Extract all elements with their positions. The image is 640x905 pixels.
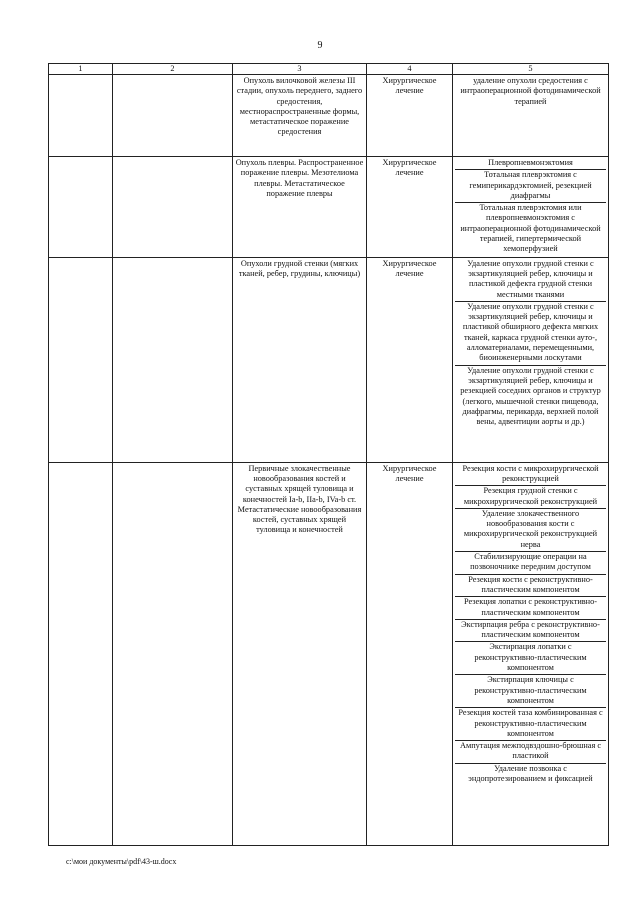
condition-cell: Опухоли грудной стенки (мягких тканей, ребер, грудины, ключицы)	[233, 257, 367, 462]
column-header: 4	[367, 64, 453, 75]
method-item: Удаление злокачественного новообразования кости с микрохирургической реконструкцией нерва	[455, 509, 606, 552]
column-header: 5	[453, 64, 609, 75]
method-item: Удаление позвонка с эндопротезированием и фиксацией	[468, 763, 593, 783]
method-item: Удаление опухоли грудной стенки с экзартикуляцией ребер, ключицы и пластикой обширного дефекта мягких тканей, каркаса грудной стенки ауто-, алломатериалами, перемещенными, биоинженерными лоскутами	[455, 302, 606, 366]
empty-cell-col1	[49, 257, 113, 462]
table-row	[49, 157, 609, 258]
methods-cell	[453, 257, 609, 462]
empty-cell-col2	[113, 257, 233, 462]
treatment-cell: Хирургическое лечение	[367, 75, 453, 157]
method-item: Резекция кости с микрохирургической реконструкцией	[455, 464, 606, 487]
methods-cell	[453, 157, 609, 258]
table-row	[49, 257, 609, 462]
method-item: Экстирпация лопатки с реконструктивно-пластическим компонентом	[455, 642, 606, 675]
method-item: удаление опухоли средостения с интраоперационной фотодинамической терапией	[460, 76, 601, 106]
method-item: Ампутация межподвздошно-брюшная с пластикой	[455, 741, 606, 764]
condition-cell: Первичные злокачественные новообразования костей и суставных хрящей туловища и конечностей Ia-b, IIa-b, IVa-b ст. Метастатические новообразования костей, суставных хрящей туловища и конечностей	[233, 462, 367, 845]
empty-cell-col2	[113, 75, 233, 157]
methods-cell	[453, 75, 609, 157]
method-item: Резекция лопатки с реконструктивно-пластическим компонентом	[455, 597, 606, 620]
file-path-footer: c:\мои документы\pdf\43-ш.docx	[66, 857, 177, 866]
empty-cell-col1	[49, 157, 113, 258]
treatment-cell: Хирургическое лечение	[367, 462, 453, 845]
page-number: 9	[317, 40, 323, 51]
method-item: Резекция костей таза комбинированная с реконструктивно-пластическим компонентом	[455, 708, 606, 741]
table-row	[49, 462, 609, 845]
methods-cell	[453, 462, 609, 845]
method-item: Стабилизирующие операции на позвоночнике передним доступом	[455, 552, 606, 575]
method-item: Резекция грудной стенки с микрохирургической реконструкцией	[455, 486, 606, 509]
condition-cell: Опухоль вилочковой железы III стадии, опухоль переднего, заднего средостения, местнораспространенные формы, метастатическое поражение средостения	[233, 75, 367, 157]
method-item: Тотальная плеврэктомия с гемиперикардэктомией, резекцией диафрагмы	[455, 170, 606, 203]
column-header: 2	[113, 64, 233, 75]
method-item: Тотальная плеврэктомия или плевропневмонэктомия с интраоперационной фотодинамической терапией, гипертермической хемоперфузией	[460, 203, 601, 254]
method-item: Плевропневмонэктомия	[455, 158, 606, 170]
treatment-cell: Хирургическое лечение	[367, 257, 453, 462]
method-item: Резекция кости с реконструктивно-пластическим компонентом	[455, 575, 606, 598]
method-item: Удаление опухоли грудной стенки с экзартикуляцией ребер, ключицы и пластикой дефекта грудной стенки местными тканями	[455, 259, 606, 302]
empty-cell-col2	[113, 462, 233, 845]
condition-cell: Опухоль плевры. Распространенное поражение плевры. Мезотелиома плевры. Метастатическое поражение плевры	[233, 157, 367, 258]
treatment-cell: Хирургическое лечение	[367, 157, 453, 258]
column-header: 1	[49, 64, 113, 75]
table-row	[49, 75, 609, 157]
empty-cell-col2	[113, 157, 233, 258]
treatment-table	[48, 63, 609, 846]
method-item: Экстирпация ребра с реконструктивно-пластическим компонентом	[455, 620, 606, 643]
empty-cell-col1	[49, 75, 113, 157]
header-row	[49, 64, 609, 75]
empty-cell-col1	[49, 462, 113, 845]
column-header: 3	[233, 64, 367, 75]
method-item: Удаление опухоли грудной стенки с экзартикуляцией ребер, ключицы и резекцией соседних органов и структур (легкого, мышечной стенки пищевода, диафрагмы, перикарда, верхней полой вены, адвентиции аорты и др.)	[460, 365, 601, 427]
method-item: Экстирпация ключицы с реконструктивно-пластическим компонентом	[455, 675, 606, 708]
